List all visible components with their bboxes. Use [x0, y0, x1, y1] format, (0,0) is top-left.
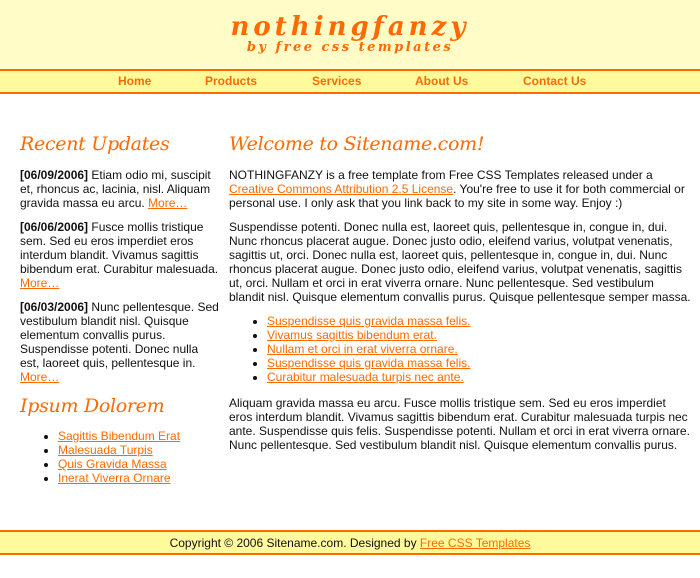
main-nav: [0, 69, 700, 94]
update-date: [06/03/2006]: [20, 300, 89, 314]
site-tagline: by free css templates: [246, 40, 454, 55]
content-area: [0, 94, 700, 530]
nav-home[interactable]: Home: [118, 74, 152, 88]
sidebar-link-list: [20, 429, 220, 485]
intro-text-end: . You're free to use it for both commercial or personal use. I only ask that you link back to my site in some way. Enjoy :): [229, 182, 685, 210]
main-link-list: [229, 314, 691, 384]
main-link[interactable]: Suspendisse quis gravida massa felis.: [267, 314, 471, 328]
ipsum-dolorem-heading: Ipsum Dolorem: [20, 395, 165, 417]
recent-updates-heading: Recent Updates: [20, 133, 170, 155]
main-column: [229, 132, 691, 462]
site-footer: [0, 530, 700, 555]
page-title: Welcome to Sitename.com!: [229, 133, 485, 155]
license-link[interactable]: Creative Commons Attribution 2.5 License: [229, 182, 454, 196]
list-item: [58, 457, 220, 471]
list-item: [267, 356, 691, 370]
sidebar: [20, 132, 220, 497]
nav-about-us[interactable]: About Us: [415, 74, 469, 88]
more-link[interactable]: More…: [20, 276, 60, 290]
main-link[interactable]: Suspendisse quis gravida massa felis.: [267, 356, 471, 370]
nav-products[interactable]: Products: [205, 74, 258, 88]
sidebar-link[interactable]: Quis Gravida Massa: [58, 457, 167, 471]
list-item: [267, 314, 691, 328]
site-header: [0, 0, 700, 69]
update-item: [20, 168, 220, 210]
site-logo[interactable]: nothingfanzy: [230, 12, 470, 42]
nav-services[interactable]: Services: [312, 74, 362, 88]
more-link[interactable]: More…: [148, 196, 188, 210]
nav-contact-us[interactable]: Contact Us: [523, 74, 587, 88]
copyright-text: Copyright © 2006 Sitename.com. Designed by: [169, 536, 420, 550]
list-item: [58, 429, 220, 443]
main-link[interactable]: Vivamus sagittis bibendum erat.: [267, 328, 437, 342]
sidebar-link[interactable]: Inerat Viverra Ornare: [58, 471, 171, 485]
intro-paragraph: [229, 168, 691, 210]
update-date: [06/09/2006]: [20, 168, 89, 182]
update-text: Etiam odio mi, suscipit et, rhoncus ac, lacinia, nisl. Aliquam gravida massa eu arcu.: [20, 168, 211, 210]
update-text: Fusce mollis tristique sem. Sed eu eros imperdiet eros interdum blandit. Vivamus sagittis bibendum erat. Curabitur malesuada.: [20, 220, 219, 276]
update-text: Nunc pellentesque. Sed vestibulum blandit nisl. Quisque elementum convallis purus. Suspendisse potenti. Donec nulla est, laoreet quis, pellentesque in.: [20, 300, 219, 370]
sidebar-link[interactable]: Sagittis Bibendum Erat: [58, 429, 181, 443]
designer-link[interactable]: Free CSS Templates: [419, 536, 531, 550]
list-item: [267, 328, 691, 342]
update-date: [06/06/2006]: [20, 220, 89, 234]
update-item: [20, 220, 220, 290]
main-link[interactable]: Nullam et orci in erat viverra ornare.: [267, 342, 458, 356]
list-item: [267, 370, 691, 384]
body-paragraph: Suspendisse potenti. Donec nulla est, laoreet quis, pellentesque in, congue in, dui. Nunc rhoncus placerat augue. Donec justo odio, eleifend varius, volutpat venenatis, sagittis ut, orci. Donec nulla est, laoreet quis, pellentesque in, congue in, dui. Nunc rhoncus placerat augue. Donec justo odio, eleifend varius, volutpat venenatis, sagittis ut, orci. Nullam et orci in erat viverra ornare. Nunc pellentesque. Sed vestibulum blandit nisl. Quisque elementum convallis purus. Quisque pellentesque semper massa.: [229, 220, 691, 304]
more-link[interactable]: More…: [20, 370, 60, 384]
list-item: [58, 471, 220, 485]
intro-text: NOTHINGFANZY is a free template from Free CSS Templates released under a: [229, 168, 653, 182]
sidebar-link[interactable]: Malesuada Turpis: [58, 443, 153, 457]
main-link[interactable]: Curabitur malesuada turpis nec ante.: [267, 370, 464, 384]
update-item: [20, 300, 220, 384]
list-item: [267, 342, 691, 356]
list-item: [58, 443, 220, 457]
body-paragraph: Aliquam gravida massa eu arcu. Fusce mollis tristique sem. Sed eu eros imperdiet eros interdum blandit. Vivamus sagittis bibendum erat. Curabitur malesuada turpis nec ante. Suspendisse quis felis. Suspendisse potenti. Nullam et orci in erat viverra ornare. Nunc pellentesque. Sed vestibulum blandit nisl. Quisque elementum convallis purus.: [229, 396, 690, 452]
